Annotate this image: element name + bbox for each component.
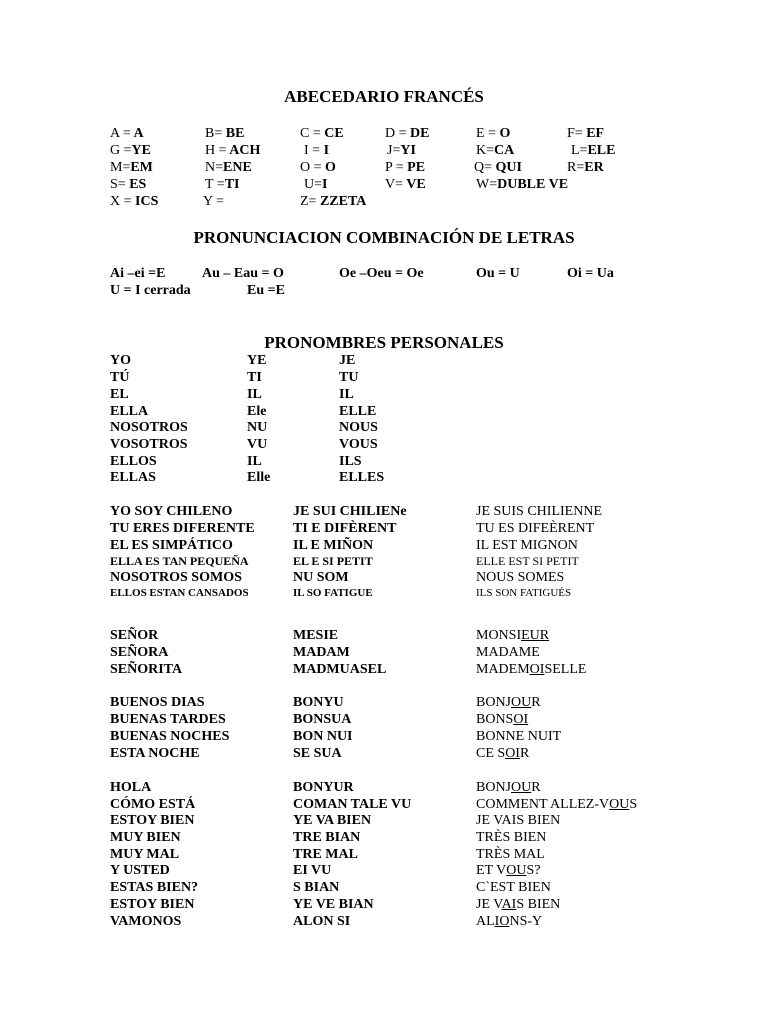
alphabet-cell [110, 125, 144, 142]
stress-underline: OI [505, 746, 520, 761]
pronoun-french: IL [339, 387, 354, 402]
alphabet-letter: O = [300, 160, 322, 175]
vocab-spanish: BUENOS DIAS [110, 695, 205, 710]
alphabet-letter: A = [110, 126, 131, 141]
alphabet-letter: W= [476, 177, 498, 192]
alphabet-row [0, 193, 768, 210]
pronoun-phonetic: Elle [247, 470, 271, 485]
alphabet-pronunciation: O [321, 160, 336, 175]
alphabet-pronunciation: VE [403, 177, 426, 192]
sentence-row [0, 553, 768, 570]
vocab-phonetic: ALON SI [293, 914, 351, 929]
alphabet-cell [567, 159, 604, 176]
sentence-french: TU ES DIFEÈRENT [476, 521, 595, 536]
alphabet-pronunciation: YI [400, 143, 416, 158]
vocab-row [0, 661, 768, 678]
vocab-spanish: Y USTED [110, 863, 170, 878]
vocab-row [0, 779, 768, 796]
alphabet-pronunciation: DE [406, 126, 430, 141]
alphabet-row [0, 142, 768, 159]
alphabet-letter: Q= [474, 160, 493, 175]
alphabet-pronunciation: CE [320, 126, 344, 141]
vocab-french: COMMENT ALLEZ-VOUS [476, 797, 638, 812]
sentence-spanish: YO SOY CHILENO [110, 504, 233, 519]
pronoun-row [0, 403, 768, 420]
vocab-row [0, 829, 768, 846]
sentence-row [0, 537, 768, 554]
vocab-french: MADAME [476, 645, 540, 660]
vocab-french: JE VAIS BIEN [476, 813, 561, 828]
alphabet-letter: Y = [203, 194, 224, 209]
pronoun-row [0, 469, 768, 486]
vocab-french: BONJOUR [476, 695, 541, 710]
sentence-french: NOUS SOMES [476, 570, 565, 585]
alphabet-letter: V= [385, 177, 404, 192]
alphabet-cell [110, 193, 158, 210]
pronoun-row [0, 453, 768, 470]
vocab-row [0, 644, 768, 661]
alphabet-letter: X = [110, 194, 132, 209]
combos-row [0, 265, 768, 282]
alphabet-cell [110, 142, 151, 159]
vocab-phonetic: MESIE [293, 628, 339, 643]
vocab-french: BONJOUR [476, 780, 541, 795]
alphabet-cell [387, 142, 416, 159]
alphabet-cell [300, 125, 344, 142]
combos-title: PRONUNCIACION COMBINACIÓN DE LETRAS [193, 228, 575, 247]
alphabet-cell [474, 159, 522, 176]
stress-underline: OU [506, 863, 527, 878]
alphabet-pronunciation: EM [130, 160, 153, 175]
alphabet-letter: Z= [300, 194, 317, 209]
stress-underline: OU [511, 695, 532, 710]
alphabet-cell [110, 176, 146, 193]
combo-cell: Au – Eau = O [202, 266, 284, 281]
alphabet-pronunciation: PE [403, 160, 426, 175]
sentence-spanish: EL ES SIMPÁTICO [110, 538, 233, 553]
vocab-phonetic: S BIAN [293, 880, 340, 895]
vocab-phonetic: MADMUASEL [293, 662, 387, 677]
vocab-spanish: CÓMO ESTÁ [110, 797, 196, 812]
vocab-row [0, 879, 768, 896]
alphabet-cell [385, 125, 429, 142]
sentence-row [0, 520, 768, 537]
alphabet-pronunciation: YE [131, 143, 151, 158]
stress-underline: IO [494, 914, 510, 929]
stress-underline: EUR [521, 628, 550, 643]
alphabet-letter: H = [205, 143, 227, 158]
alphabet-cell [304, 176, 327, 193]
alphabet-row [0, 159, 768, 176]
combo-cell: Oi = Ua [567, 266, 614, 281]
pronoun-phonetic: IL [247, 454, 262, 469]
pronoun-phonetic: Ele [247, 404, 267, 419]
vocab-french: TRÈS MAL [476, 847, 545, 862]
vocab-row [0, 728, 768, 745]
alphabet-pronunciation: A [130, 126, 144, 141]
vocab-spanish: MUY BIEN [110, 830, 181, 845]
combos-row [0, 282, 768, 299]
sentence-spanish: ELLA ES TAN PEQUEÑA [110, 554, 249, 568]
stress-underline: OI [513, 712, 529, 727]
pronoun-spanish: ELLAS [110, 470, 156, 485]
vocab-spanish: SEÑORITA [110, 662, 183, 677]
sentence-french: IL EST MIGNON [476, 538, 578, 553]
vocab-phonetic: COMAN TALE VU [293, 797, 412, 812]
vocab-french: C`EST BIEN [476, 880, 551, 895]
alphabet-letter: I = [304, 143, 321, 158]
pronoun-french: VOUS [339, 437, 378, 452]
pronoun-phonetic: YE [247, 353, 267, 368]
pronoun-phonetic: IL [247, 387, 262, 402]
vocab-spanish: VAMONOS [110, 914, 182, 929]
vocab-phonetic: TRE MAL [293, 847, 358, 862]
vocab-french: MADEMOISELLE [476, 662, 587, 677]
vocab-row [0, 846, 768, 863]
pronoun-spanish: NOSOTROS [110, 420, 188, 435]
vocab-french: CE SOIR [476, 746, 530, 761]
vocab-spanish: ESTAS BIEN? [110, 880, 199, 895]
vocab-spanish: SEÑOR [110, 628, 159, 643]
vocab-phonetic: BONYUR [293, 780, 354, 795]
alphabet-pronunciation: I [322, 177, 328, 192]
sentence-phonetic: IL SO FATIGUE [293, 587, 373, 599]
stress-underline: OU [511, 780, 532, 795]
alphabet-letter: S= [110, 177, 126, 192]
combo-cell: Ai –ei =E [110, 266, 166, 281]
vocab-row [0, 694, 768, 711]
vocab-french: JE VAIS BIEN [476, 897, 561, 912]
alphabet-cell [476, 176, 568, 193]
sentence-french: JE SUIS CHILIENNE [476, 504, 602, 519]
alphabet-cell [304, 142, 329, 159]
alphabet-letter: R= [567, 160, 585, 175]
alphabet-cell [205, 159, 252, 176]
vocab-row [0, 896, 768, 913]
alphabet-letter: N= [205, 160, 224, 175]
alphabet-row [0, 176, 768, 193]
alphabet-letter: T = [205, 177, 225, 192]
pronoun-spanish: ELLA [110, 404, 149, 419]
alphabet-pronunciation: ER [584, 160, 604, 175]
pronoun-phonetic: VU [247, 437, 268, 452]
sentence-french: ELLE EST SI PETIT [476, 554, 579, 568]
pronoun-row [0, 419, 768, 436]
alphabet-letter: U= [304, 177, 323, 192]
combo-cell: U = I cerrada [110, 283, 191, 298]
vocab-phonetic: BONYU [293, 695, 344, 710]
alphabet-letter: C = [300, 126, 321, 141]
stress-underline: OI [529, 662, 545, 677]
pronoun-phonetic: TI [247, 370, 262, 385]
alphabet-letter: B= [205, 126, 223, 141]
vocab-spanish: HOLA [110, 780, 152, 795]
alphabet-cell [205, 176, 240, 193]
alphabet-pronunciation: ENE [223, 160, 252, 175]
alphabet-pronunciation: DUBLE VE [497, 177, 569, 192]
vocab-french: BONNE NUIT [476, 729, 562, 744]
pronoun-row [0, 369, 768, 386]
alphabet-pronunciation: ACH [226, 143, 261, 158]
vocab-french: MONSIEUR [476, 628, 550, 643]
vocab-spanish: BUENAS NOCHES [110, 729, 230, 744]
vocab-french: ET VOUS? [476, 863, 541, 878]
pronoun-spanish: YO [110, 353, 131, 368]
sentence-phonetic: IL E MIÑON [293, 538, 374, 553]
pronoun-row [0, 386, 768, 403]
alphabet-cell [476, 125, 510, 142]
sentence-french: ILS SON FATIGUÉS [476, 587, 572, 599]
pronoun-french: ILS [339, 454, 362, 469]
vocab-phonetic: EI VU [293, 863, 332, 878]
alphabet-letter: L= [571, 143, 588, 158]
sentence-row [0, 585, 768, 602]
pronoun-french: ELLES [339, 470, 385, 485]
alphabet-cell [300, 193, 366, 210]
alphabet-pronunciation: QUI [492, 160, 522, 175]
alphabet-cell [567, 125, 604, 142]
alphabet-cell [205, 125, 244, 142]
alphabet-cell [571, 142, 615, 159]
sentence-spanish: NOSOTROS SOMOS [110, 570, 242, 585]
vocab-row [0, 812, 768, 829]
alphabet-pronunciation: ZZETA [316, 194, 367, 209]
sentence-spanish: ELLOS ESTAN CANSADOS [110, 587, 249, 599]
alphabet-cell [476, 142, 514, 159]
alphabet-cell [110, 159, 153, 176]
vocab-spanish: MUY MAL [110, 847, 180, 862]
vocab-row [0, 913, 768, 930]
alphabet-letter: E = [476, 126, 496, 141]
pronoun-spanish: VOSOTROS [110, 437, 188, 452]
vocab-phonetic: YE VA BIEN [293, 813, 372, 828]
stress-underline: AI [501, 897, 517, 912]
alphabet-pronunciation: ES [125, 177, 147, 192]
pronoun-phonetic: NU [247, 420, 268, 435]
alphabet-pronunciation: ELE [587, 143, 616, 158]
alphabet-pronunciation: I [320, 143, 330, 158]
combo-cell: Eu =E [247, 283, 285, 298]
pronoun-french: ELLE [339, 404, 377, 419]
alphabet-letter: J= [387, 143, 401, 158]
vocab-row [0, 627, 768, 644]
alphabet-pronunciation: CA [494, 143, 515, 158]
pronoun-spanish: TÚ [110, 370, 130, 385]
vocab-row [0, 745, 768, 762]
stress-underline: OU [609, 797, 630, 812]
vocab-french: TRÈS BIEN [476, 830, 547, 845]
pronoun-spanish: EL [110, 387, 129, 402]
pronouns-title: PRONOMBRES PERSONALES [264, 333, 504, 352]
combo-cell: Ou = U [476, 266, 520, 281]
pronoun-row [0, 352, 768, 369]
alphabet-letter: D = [385, 126, 407, 141]
vocab-phonetic: TRE BIAN [293, 830, 361, 845]
vocab-phonetic: SE SUA [293, 746, 342, 761]
alphabet-row [0, 125, 768, 142]
alphabet-pronunciation: BE [222, 126, 245, 141]
vocab-spanish: ESTOY BIEN [110, 897, 195, 912]
pronoun-spanish: ELLOS [110, 454, 157, 469]
vocab-spanish: SEÑORA [110, 645, 169, 660]
alphabet-pronunciation: O [495, 126, 511, 141]
pronoun-french: JE [339, 353, 356, 368]
sentence-row [0, 569, 768, 586]
vocab-french: BONSOI [476, 712, 529, 727]
alphabet-cell [385, 159, 425, 176]
vocab-phonetic: BONSUA [293, 712, 352, 727]
page-title: ABECEDARIO FRANCÉS [284, 87, 484, 106]
vocab-row [0, 862, 768, 879]
vocab-french: ALIONS-Y [476, 914, 543, 929]
pronoun-row [0, 436, 768, 453]
pronoun-french: NOUS [339, 420, 378, 435]
alphabet-letter: P = [385, 160, 404, 175]
alphabet-pronunciation: ICS [131, 194, 159, 209]
alphabet-pronunciation: TI [224, 177, 240, 192]
vocab-phonetic: BON NUI [293, 729, 353, 744]
alphabet-letter: M= [110, 160, 131, 175]
alphabet-cell [203, 193, 224, 210]
pronoun-french: TU [339, 370, 359, 385]
sentence-spanish: TU ERES DIFERENTE [110, 521, 255, 536]
sentence-phonetic: TI E DIFÈRENT [293, 521, 397, 536]
alphabet-pronunciation: EF [582, 126, 605, 141]
alphabet-letter: F= [567, 126, 583, 141]
sentence-phonetic: NU SOM [293, 570, 349, 585]
alphabet-cell [385, 176, 426, 193]
alphabet-cell [300, 159, 336, 176]
vocab-row [0, 796, 768, 813]
sentence-phonetic: JE SUI CHILIENe [293, 504, 407, 519]
vocab-phonetic: YE VE BIAN [293, 897, 374, 912]
vocab-spanish: ESTOY BIEN [110, 813, 195, 828]
alphabet-letter: G = [110, 143, 132, 158]
alphabet-cell [205, 142, 260, 159]
vocab-phonetic: MADAM [293, 645, 350, 660]
vocab-spanish: ESTA NOCHE [110, 746, 200, 761]
vocab-spanish: BUENAS TARDES [110, 712, 226, 727]
sentence-phonetic: EL E SI PETIT [293, 554, 373, 568]
vocab-row [0, 711, 768, 728]
alphabet-letter: K= [476, 143, 495, 158]
sentence-row [0, 503, 768, 520]
combo-cell: Oe –Oeu = Oe [339, 266, 424, 281]
